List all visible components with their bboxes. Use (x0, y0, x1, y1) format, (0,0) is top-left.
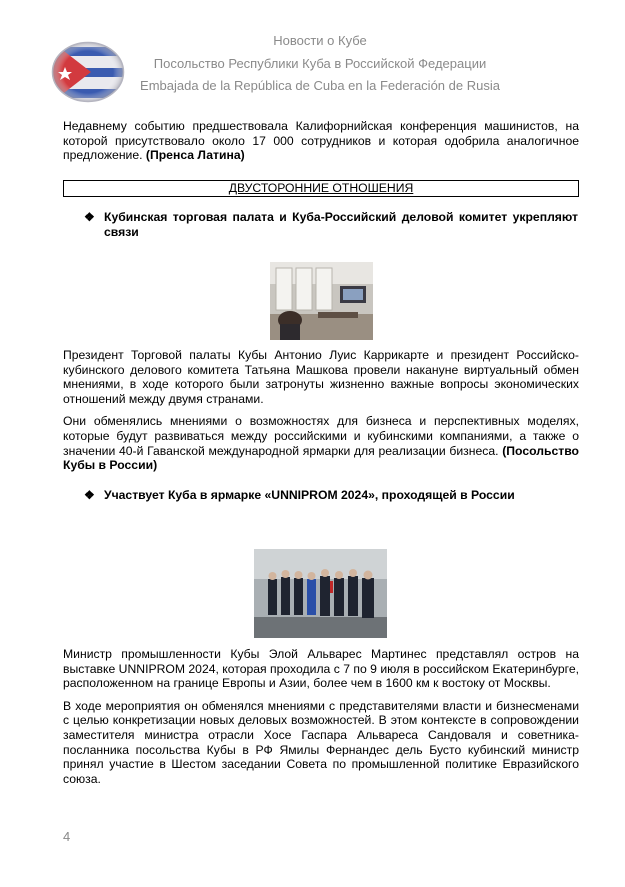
article2-paragraph-1: Министр промышленности Кубы Элой Альварес Мартинес представлял остров на выставке UNNIPROM 2024, которая проходила с 7 по 9 июля в российском Екатеринбурге, расположенном на границе Европы и Азии, более чем в 1600 км к востоку от Москвы. (63, 647, 579, 691)
header-embassy-es: Embajada de la República de Cuba en la Federación de Rusia (140, 78, 500, 93)
article1-photo (270, 262, 373, 340)
article2-photo (254, 549, 387, 638)
header-embassy-ru: Посольство Республики Куба в Российской Федерации (153, 56, 487, 71)
article1-headline: Кубинская торговая палата и Куба-Российский деловой комитет укрепляют связи (104, 210, 578, 239)
article1-headline-row (84, 210, 578, 240)
intro-source: (Пренса Латина) (145, 148, 245, 163)
page-number: 4 (63, 829, 71, 844)
cuban-flag-logo-icon (51, 41, 125, 103)
diamond-bullet-icon: ❖ (84, 488, 95, 502)
article1-body (63, 348, 579, 473)
diamond-bullet-icon: ❖ (84, 210, 95, 224)
intro-block (63, 119, 579, 163)
article1-paragraph-1: Президент Торговой палаты Кубы Антонио Луис Каррикарте и президент Российско-кубинского делового комитета Татьяна Машкова провели накануне виртуальный обмен мнениями, в ходе которого были затронуты жизненно важные вопросы экономических отношений между двумя странами. (63, 348, 579, 406)
article2-headline: Участвует Куба в ярмарке «UNNIPROM 2024», проходящей в России (104, 488, 515, 502)
article2-headline-row (84, 488, 578, 504)
article2-paragraph-2: В ходе мероприятия он обменялся мнениями с представителями власти и бизнесменами с целью конкретизации новых деловых возможностей. В этом контексте в сопровождении заместителя министра отрасли Хосе Гаспара Альвареса Сандоваля и советника-посланника посольства Кубы в РФ Ямилы Фернандес дель Бусто кубинский министр принял участие в Шестом заседании Совета по промышленной политике Евразийского союза. (63, 698, 579, 786)
article1-paragraph-2-text: Они обменялись мнениями о возможностях для бизнеса и перспективных моделях, которые будут развиваться между российскими и кубинскими компаниями, а также о значении 40-й Гаванской международной ярмарки для реализации бизнеса. (63, 414, 579, 458)
section-heading (63, 180, 579, 197)
page-header (0, 0, 625, 110)
intro-text: Недавнему событию предшествовала Калифорнийская конференция машинистов, на которой присутствовало около 17 000 сотрудников и которая одобрила аналогичное предложение. (63, 119, 579, 163)
article1-source: (Посольство Кубы в России) (63, 443, 579, 473)
article1-paragraph-2 (63, 414, 579, 472)
article2-body (63, 647, 579, 786)
intro-paragraph (63, 119, 579, 163)
header-title: Новости о Кубе (273, 33, 367, 48)
section-title: ДВУСТОРОННИЕ ОТНОШЕНИЯ (228, 181, 414, 195)
